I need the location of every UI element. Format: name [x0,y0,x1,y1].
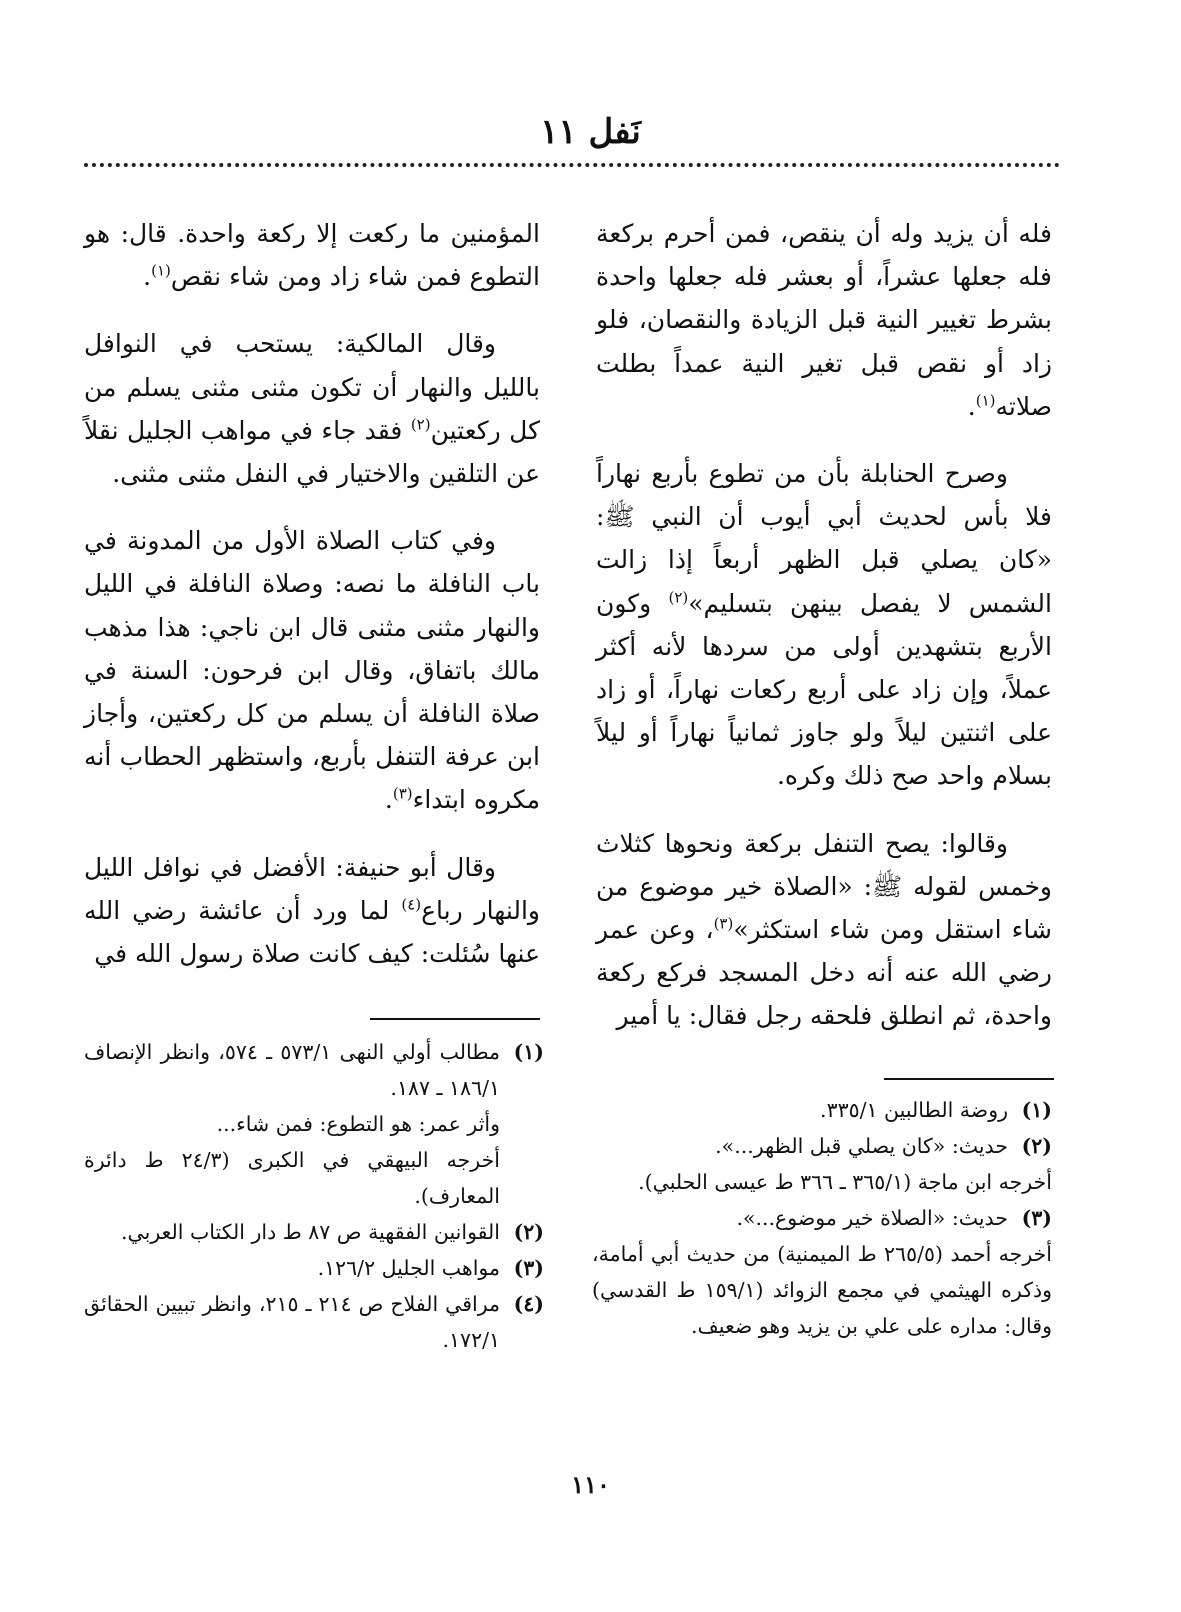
footnote [84,1286,544,1358]
paragraph-text: وقال المالكية: يستحب في النوافل بالليل والنهار أن تكون مثنى مثنى يسلم من كل ركعتين [84,329,541,445]
footnote-continuation: أخرجه أحمد (٢٦٥/٥ ط الميمنية) من حديث أبي أمامة، وذكره الهيثمي في مجمع الزوائد (١٥٩/١ ط القدسي) وقال: مداره على علي بن يزيد وهو ضعيف. [592,1242,1053,1338]
footnote [84,1214,544,1250]
footnote-ref: (٢) [410,415,431,434]
footnote-ref: (١) [151,261,171,280]
paragraph [84,519,540,821]
paragraph [84,212,540,298]
footnote-text: القوانين الفقهية ص ٨٧ ط دار الكتاب العربي. [121,1220,500,1244]
paragraph [596,212,1052,428]
footnote-text: مواهب الجليل ١٢٦/٢. [317,1256,500,1280]
footnotes-left [84,1034,544,1358]
paragraph-tail: لما ورد أن عائشة رضي الله عنها سُئلت: كيف كانت صلاة رسول الله في [84,895,540,969]
header-dotted-rule [84,163,1060,167]
paragraph-text: وفي كتاب الصلاة الأول من المدونة في باب النافلة ما نصه: وصلاة النافلة في الليل والنهار مثنى مثنى قال ابن ناجي: هذا مذهب مالك باتفاق، وقال ابن فرحون: السنة في صلاة النافلة أن يسلم من كل ركعتين، وأجاز ابن عرفة التنفل بأربع، واستظهر الحطاب أنه مكروه ابتداء [84,526,540,815]
paragraph [596,822,1052,1038]
footnote [592,1092,1052,1128]
footnote-continuation: أخرجه البيهقي في الكبرى (٢٤/٣ ط دائرة المعارف). [84,1148,500,1208]
paragraph-tail: . [384,785,393,815]
page-number: ١١٠ [571,1470,610,1499]
footnote [84,1034,544,1106]
footnote-ref: (٣) [392,785,413,804]
footnote-number: (٤) [513,1292,544,1316]
footnote [84,1250,544,1286]
footnote-number: (٢) [1021,1134,1052,1158]
footnote-text: حديث: «الصلاة خير موضوع...». [736,1206,1008,1230]
footnote [592,1128,1052,1164]
paragraph-tail: . [143,262,152,292]
paragraph-tail: . [967,391,976,421]
footnote-number: (١) [513,1040,544,1064]
footnote-number: (٢) [513,1220,544,1244]
footnote-text: حديث: «كان يصلي قبل الظهر...». [715,1134,1008,1158]
footnote-number: (٣) [1021,1206,1052,1230]
paragraph-tail: فقد جاء في مواهب الجليل نقلاً عن التلقين والاختيار في النفل مثنى مثنى. [84,415,540,489]
footnote-text: مراقي الفلاح ص ٢١٤ ـ ٢١٥، وانظر تبيين الحقائق ١٧٢/١. [84,1292,501,1352]
footnote-number: (٣) [513,1256,544,1280]
paragraph-text: وصرح الحنابلة بأن من تطوع بأربع نهاراً فلا بأس لحديث أبي أيوب أن النبي ﷺ: «كان يصلي قبل الظهر أربعاً إذا زالت الشمس لا يفصل بينهن بتسليم» [596,459,1052,618]
paragraph-text: وقالوا: يصح التنفل بركعة ونحوها كثلاث وخمس لقوله ﷺ: «الصلاة خير موضوع من شاء استقل ومن شاء استكثر» [596,828,1052,945]
paragraph-text: المؤمنين ما ركعت إلا ركعة واحدة. قال: هو التطوع فمن شاء زاد ومن شاء نقص [84,219,540,292]
left-text-column [84,212,540,999]
footnotes-right [592,1092,1052,1344]
footnote-ref: (٤) [401,895,422,914]
paragraph [84,322,540,495]
footnote-continuation: وأثر عمر: هو التطوع: فمن شاء... [216,1112,500,1136]
paragraph [596,452,1052,798]
paragraph-tail: ، وعن عمر رضي الله عنه أنه دخل المسجد فركع ركعة واحدة، ثم انطلق فلحقه رجل فقال: يا أمير [596,915,1052,1031]
footnote [592,1200,1052,1236]
footnote-text: روضة الطالبين ٣٣٥/١. [820,1098,1008,1122]
footnote-number: (١) [1021,1098,1052,1122]
paragraph-text: فله أن يزيد وله أن ينقص، فمن أحرم بركعة فله جعلها عشراً، أو بعشر فله جعلها واحدة بشرط تغيير النية قبل الزيادة والنقصان، فلو زاد أو نقص قبل تغير النية عمداً بطلت صلاته [596,219,1052,421]
footnote-separator-left [370,1018,540,1020]
footnote-continuation: أخرجه ابن ماجة (٣٦٥/١ ـ ٣٦٦ ط عيسى الحلبي). [638,1170,1052,1194]
footnote-ref: (٣) [713,914,734,933]
footnote-separator-right [884,1078,1054,1080]
footnote-text: مطالب أولي النهى ٥٧٣/١ ـ ٥٧٤، وانظر الإنصاف ١٨٦/١ ـ ١٨٧. [84,1040,500,1100]
footnote-ref: (١) [975,391,996,410]
paragraph-tail: وكون الأربع بتشهدين أولى من سردها لأنه أكثر عملاً، وإن زاد على أربع ركعات نهاراً، أو زاد على اثنتين ليلاً ولو جاوز ثمانياً نهاراً أو ليلاً بسلام واحد صح ذلك وكره. [596,588,1052,791]
running-header-title: نَفل ١١ [540,112,641,152]
paragraph [84,846,540,976]
footnote-ref: (٢) [668,588,689,607]
paragraph-text: وقال أبو حنيفة: الأفضل في نوافل الليل والنهار رباع [84,852,540,925]
right-text-column [596,212,1052,1062]
